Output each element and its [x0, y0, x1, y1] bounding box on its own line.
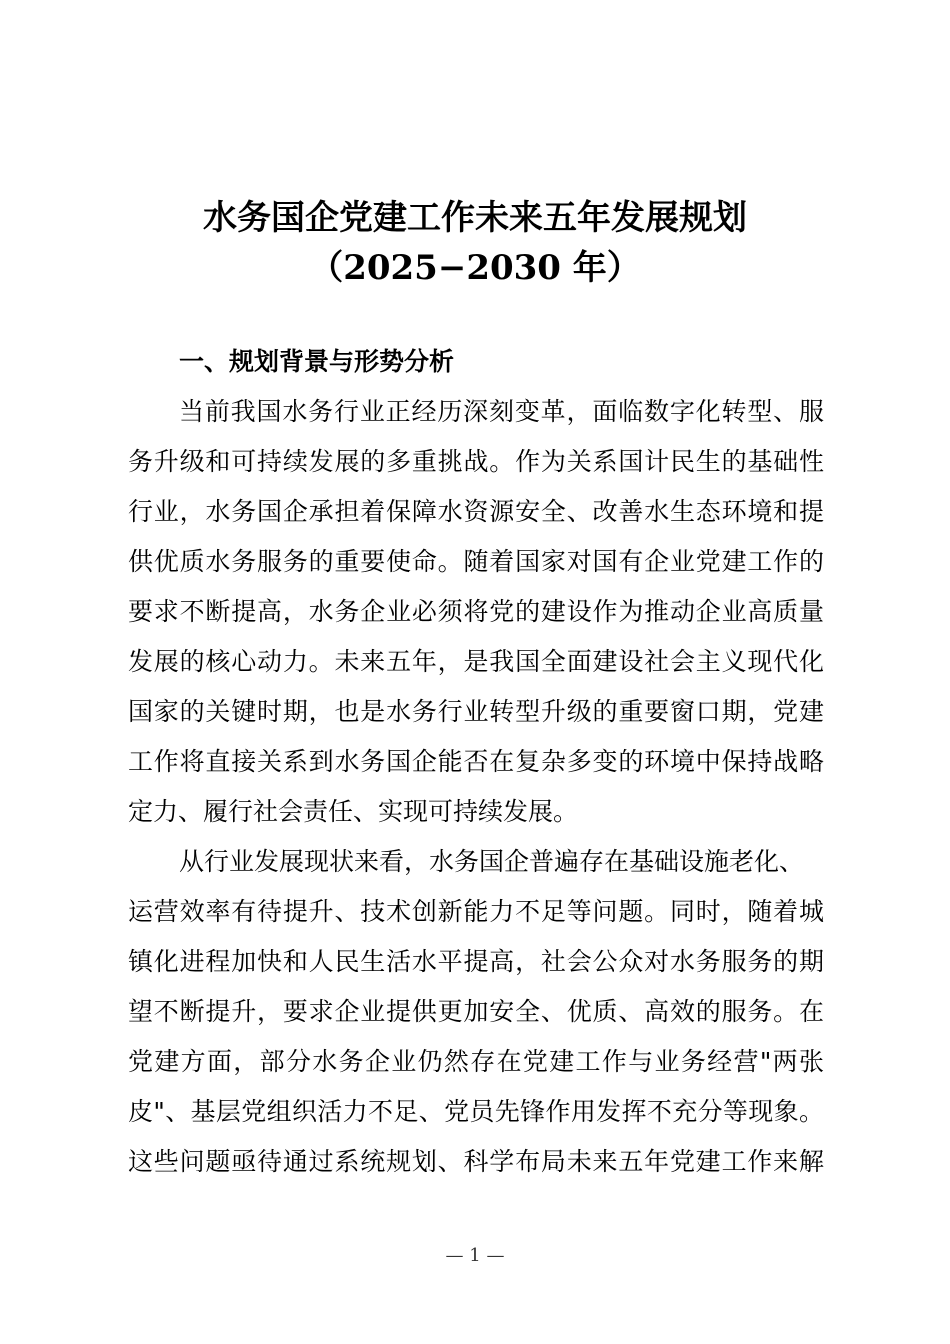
page-title: 水务国企党建工作未来五年发展规划	[203, 198, 747, 238]
text-line: 供优质水务服务的重要使命。随着国家对国有企业党建工作的	[128, 547, 824, 576]
text-line: 从行业发展现状来看，水务国企普遍存在基础设施老化、	[179, 847, 805, 876]
paragraph-1	[128, 387, 824, 837]
text-line: 国家的关键时期，也是水务行业转型升级的重要窗口期，党建	[128, 697, 824, 726]
page-number: — 1 —	[445, 1245, 505, 1266]
text-line: 发展的核心动力。未来五年，是我国全面建设社会主义现代化	[128, 647, 824, 676]
text-line: 望不断提升，要求企业提供更加安全、优质、高效的服务。在	[128, 997, 824, 1026]
text-line: 当前我国水务行业正经历深刻变革，面临数字化转型、服	[179, 397, 824, 426]
paragraph-2	[128, 837, 824, 1187]
page-subtitle: （2025−2030 年）	[309, 248, 641, 288]
text-line: 镇化进程加快和人民生活水平提高，社会公众对水务服务的期	[128, 947, 824, 976]
text-line: 行业，水务国企承担着保障水资源安全、改善水生态环境和提	[128, 497, 824, 526]
text-line: 务升级和可持续发展的多重挑战。作为关系国计民生的基础性	[128, 447, 824, 476]
text-line: 运营效率有待提升、技术创新能力不足等问题。同时，随着城	[128, 897, 824, 926]
text-line: 工作将直接关系到水务国企能否在复杂多变的环境中保持战略	[128, 747, 824, 776]
text-line: 皮"、基层党组织活力不足、党员先锋作用发挥不充分等现象。	[128, 1097, 824, 1126]
text-line: 这些问题亟待通过系统规划、科学布局未来五年党建工作来解	[128, 1147, 824, 1176]
document-body	[128, 337, 824, 1187]
section-heading: 一、规划背景与形势分析	[179, 347, 455, 376]
text-line: 党建方面，部分水务企业仍然存在党建工作与业务经营"两张	[128, 1047, 824, 1076]
text-line: 定力、履行社会责任、实现可持续发展。	[128, 797, 579, 826]
text-line: 要求不断提高，水务企业必须将党的建设作为推动企业高质量	[128, 597, 824, 626]
